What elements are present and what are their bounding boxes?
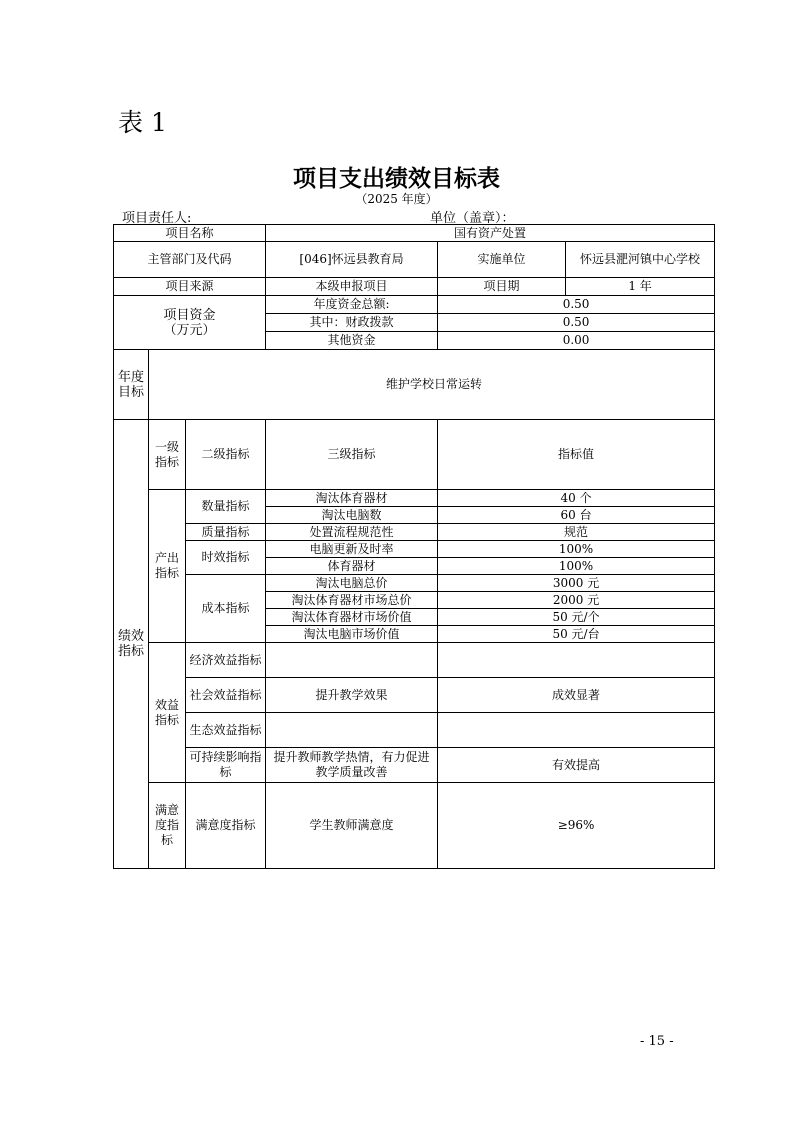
- table-row-value: 3000 元: [438, 575, 715, 592]
- ecological-benefit-label: 生态效益指标: [186, 713, 266, 748]
- table-row-name: 淘汰体育器材: [266, 490, 438, 507]
- table-row-value: 100%: [438, 541, 715, 558]
- project-source-value: 本级申报项目: [266, 278, 438, 296]
- table-row-value: [438, 643, 715, 678]
- table-row-value: 50 元/个: [438, 609, 715, 626]
- table-row-value: [438, 713, 715, 748]
- table-row-value: 成效显著: [438, 678, 715, 713]
- table-row-value: 40 个: [438, 490, 715, 507]
- satisfaction-sub-label: 满意度指标: [186, 783, 266, 869]
- social-benefit-label: 社会效益指标: [186, 678, 266, 713]
- table-row-name: 体育器材: [266, 558, 438, 575]
- table-row-name: 处置流程规范性: [266, 524, 438, 541]
- table-row-name: 淘汰体育器材市场价值: [266, 609, 438, 626]
- table-row-value: 50 元/台: [438, 626, 715, 643]
- satisfaction-indicators-label: 满意度指标: [149, 783, 186, 869]
- fiscal-year: （2025 年度）: [355, 192, 438, 206]
- table-row-name: 淘汰电脑总价: [266, 575, 438, 592]
- unit-seal-label: 单位（盖章）：: [430, 211, 515, 226]
- table-row-name: 电脑更新及时率: [266, 541, 438, 558]
- table-row-value: ≥96%: [438, 783, 715, 869]
- table-row-value: 有效提高: [438, 748, 715, 783]
- quantity-indicator-label: 数量指标: [186, 490, 266, 524]
- implementing-unit-label: 实施单位: [438, 242, 566, 278]
- economic-benefit-label: 经济效益指标: [186, 643, 266, 678]
- table-number-label: 表 1: [118, 108, 167, 137]
- level2-header: 二级指标: [186, 420, 266, 490]
- timeliness-indicator-label: 时效指标: [186, 541, 266, 575]
- level1-header: 一级指标: [149, 420, 186, 490]
- document-title: 项目支出绩效目标表: [293, 166, 500, 192]
- annual-goal-label: 年度目标: [114, 350, 149, 420]
- project-source-label: 项目来源: [114, 278, 266, 296]
- table-row-name: [266, 643, 438, 678]
- project-name-label: 项目名称: [114, 225, 266, 242]
- other-funds-value: 0.00: [438, 332, 715, 350]
- annual-goal-text: 维护学校日常运转: [149, 350, 715, 420]
- table-row-value: 100%: [438, 558, 715, 575]
- other-funds-label: 其他资金: [266, 332, 438, 350]
- level3-header: 三级指标: [266, 420, 438, 490]
- department-value: [046]怀远县教育局: [266, 242, 438, 278]
- table-row-name: [266, 713, 438, 748]
- project-name-value: 国有资产处置: [266, 225, 715, 242]
- table-row-value: 规范: [438, 524, 715, 541]
- cost-indicator-label: 成本指标: [186, 575, 266, 643]
- project-funds-label: 项目资金 （万元）: [114, 296, 266, 350]
- benefit-indicators-label: 效益指标: [149, 643, 186, 783]
- table-row-name: 提升教师教学热情，有力促进教学质量改善: [266, 748, 438, 783]
- fiscal-allocation-value: 0.50: [438, 314, 715, 332]
- performance-indicators-label: 绩效指标: [114, 420, 149, 869]
- table-row-name: 提升教学效果: [266, 678, 438, 713]
- project-period-label: 项目期: [438, 278, 566, 296]
- annual-total-label: 年度资金总额:: [266, 296, 438, 314]
- table-row-name: 淘汰体育器材市场总价: [266, 592, 438, 609]
- table-row-value: 2000 元: [438, 592, 715, 609]
- performance-target-table: [113, 224, 715, 869]
- indicator-value-header: 指标值: [438, 420, 715, 490]
- sustainable-impact-label: 可持续影响指标: [186, 748, 266, 783]
- responsible-person-label: 项目责任人:: [122, 211, 192, 226]
- page-number: - 15 -: [640, 1034, 674, 1049]
- project-period-value: 1 年: [566, 278, 715, 296]
- table-row-value: 60 台: [438, 507, 715, 524]
- table-row-name: 淘汰电脑数: [266, 507, 438, 524]
- table-row-name: 学生教师满意度: [266, 783, 438, 869]
- quality-indicator-label: 质量指标: [186, 524, 266, 541]
- output-indicators-label: 产出指标: [149, 490, 186, 643]
- fiscal-allocation-label: 其中：财政拨款: [266, 314, 438, 332]
- implementing-unit-value: 怀远县淝河镇中心学校: [566, 242, 715, 278]
- table-row-name: 淘汰电脑市场价值: [266, 626, 438, 643]
- annual-total-value: 0.50: [438, 296, 715, 314]
- department-label: 主管部门及代码: [114, 242, 266, 278]
